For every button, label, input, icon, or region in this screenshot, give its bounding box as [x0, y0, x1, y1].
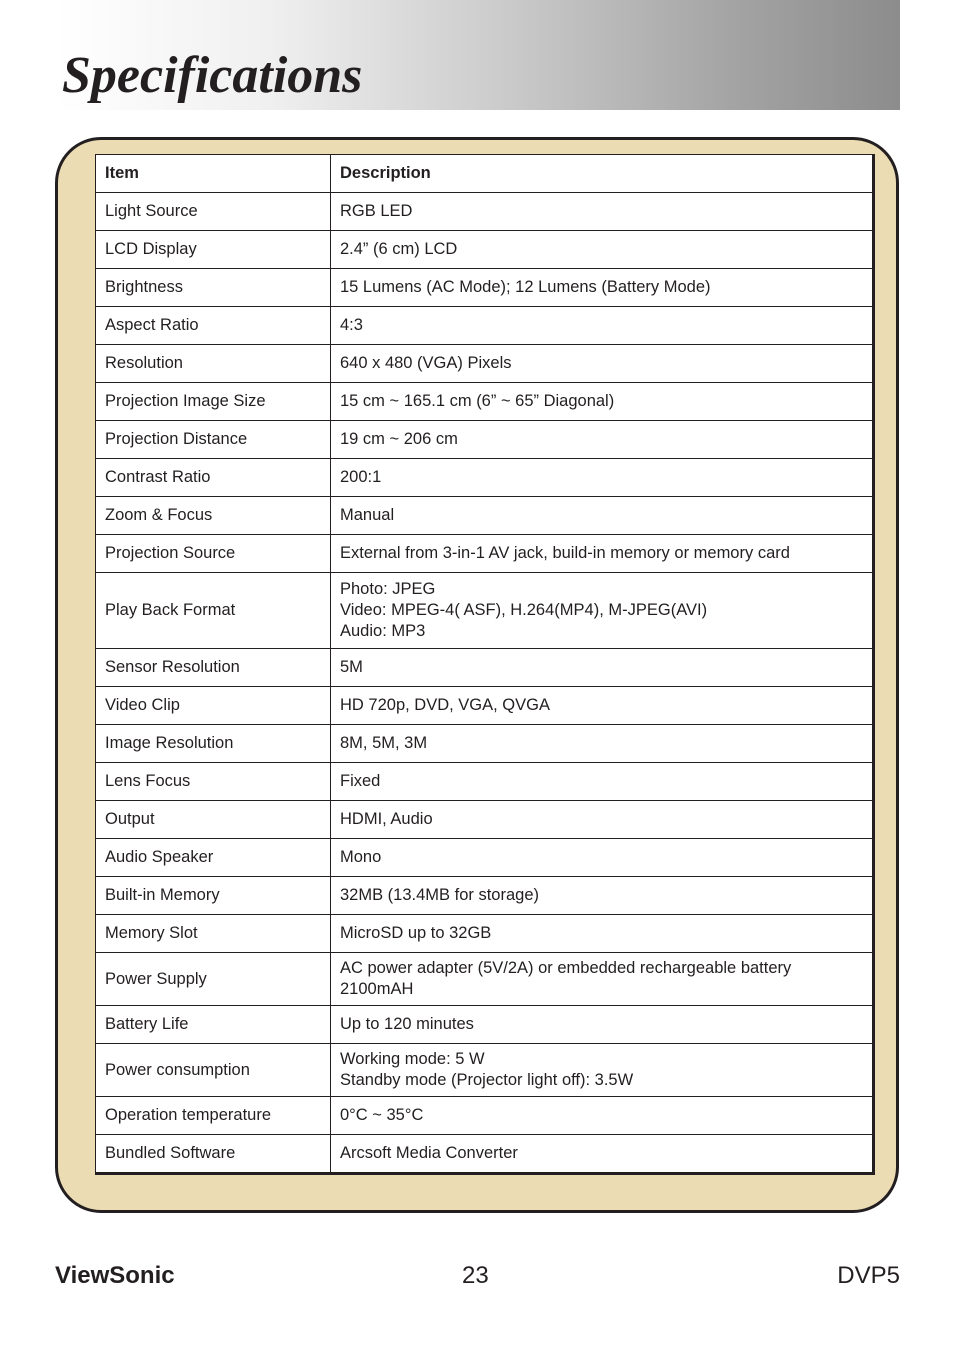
spec-item: Zoom & Focus: [96, 497, 331, 535]
table-row: [96, 953, 874, 1006]
spec-item: Light Source: [96, 193, 331, 231]
spec-description-line: 2100mAH: [340, 980, 414, 998]
table-row: [96, 801, 874, 839]
table-row: [96, 1097, 874, 1135]
spec-description: [331, 1135, 874, 1174]
spec-item: Audio Speaker: [96, 839, 331, 877]
spec-item: Output: [96, 801, 331, 839]
spec-description: [331, 687, 874, 725]
spec-item: Power consumption: [96, 1044, 331, 1097]
spec-description-line: 200:1: [340, 468, 382, 486]
spec-item: Play Back Format: [96, 573, 331, 649]
spec-description-line: RGB LED: [340, 202, 413, 220]
spec-description-line: 4:3: [340, 316, 363, 334]
spec-item: Bundled Software: [96, 1135, 331, 1174]
spec-description-line: AC power adapter (5V/2A) or embedded rechargeable battery: [340, 959, 792, 977]
spec-description: [331, 459, 874, 497]
table-row: [96, 877, 874, 915]
spec-description-line: 32MB (13.4MB for storage): [340, 886, 539, 904]
spec-description-line: Fixed: [340, 772, 381, 790]
spec-description: [331, 953, 874, 1006]
spec-description-line: Audio: MP3: [340, 622, 426, 640]
spec-description-line: 8M, 5M, 3M: [340, 734, 428, 752]
spec-item: Operation temperature: [96, 1097, 331, 1135]
spec-description: [331, 763, 874, 801]
spec-item: Image Resolution: [96, 725, 331, 763]
spec-item: LCD Display: [96, 231, 331, 269]
spec-item: Projection Image Size: [96, 383, 331, 421]
footer-brand: ViewSonic: [55, 1262, 175, 1289]
spec-description: [331, 1044, 874, 1097]
table-row: [96, 1044, 874, 1097]
spec-description: [331, 307, 874, 345]
spec-description-line: HDMI, Audio: [340, 810, 433, 828]
spec-description-line: 2.4” (6 cm) LCD: [340, 240, 458, 258]
spec-description: [331, 1006, 874, 1044]
spec-description: [331, 345, 874, 383]
spec-description-line: 640 x 480 (VGA) Pixels: [340, 354, 512, 372]
spec-description: [331, 877, 874, 915]
table-row: [96, 497, 874, 535]
table-row: [96, 193, 874, 231]
spec-item: Battery Life: [96, 1006, 331, 1044]
spec-description-line: Up to 120 minutes: [340, 1015, 474, 1033]
spec-description: [331, 649, 874, 687]
spec-item: Built-in Memory: [96, 877, 331, 915]
spec-description-line: 19 cm ~ 206 cm: [340, 430, 458, 448]
spec-item: Contrast Ratio: [96, 459, 331, 497]
spec-description: [331, 193, 874, 231]
spec-description-line: 15 cm ~ 165.1 cm (6” ~ 65” Diagonal): [340, 392, 615, 410]
spec-description-line: 15 Lumens (AC Mode); 12 Lumens (Battery Mode): [340, 278, 711, 296]
spec-description: [331, 535, 874, 573]
table-row: [96, 231, 874, 269]
table-row: [96, 535, 874, 573]
spec-table: [95, 154, 875, 1175]
table-row: [96, 269, 874, 307]
spec-description-line: Mono: [340, 848, 382, 866]
table-row: [96, 649, 874, 687]
spec-item: Resolution: [96, 345, 331, 383]
spec-item: Memory Slot: [96, 915, 331, 953]
table-row: [96, 1135, 874, 1174]
page-title: Specifications: [62, 47, 363, 104]
table-row: [96, 573, 874, 649]
spec-description-line: Standby mode (Projector light off): 3.5W: [340, 1071, 634, 1089]
header-description: Description: [331, 155, 874, 193]
spec-description-line: Photo: JPEG: [340, 580, 436, 598]
table-row: [96, 307, 874, 345]
spec-description-line: HD 720p, DVD, VGA, QVGA: [340, 696, 550, 714]
spec-description-line: Working mode: 5 W: [340, 1050, 485, 1068]
spec-description: [331, 383, 874, 421]
spec-item: Sensor Resolution: [96, 649, 331, 687]
table-row: [96, 459, 874, 497]
footer-page-number: 23: [462, 1262, 489, 1289]
spec-description: [331, 497, 874, 535]
spec-description-line: 5M: [340, 658, 363, 676]
spec-item: Brightness: [96, 269, 331, 307]
spec-description: [331, 231, 874, 269]
table-row: [96, 915, 874, 953]
spec-description: [331, 573, 874, 649]
spec-description-line: Manual: [340, 506, 395, 524]
table-row: [96, 345, 874, 383]
spec-item: Aspect Ratio: [96, 307, 331, 345]
table-row: [96, 725, 874, 763]
spec-description: [331, 839, 874, 877]
spec-description: [331, 725, 874, 763]
spec-description-line: Video: MPEG-4( ASF), H.264(MP4), M-JPEG(AVI): [340, 601, 708, 619]
table-row: [96, 1006, 874, 1044]
table-row: [96, 421, 874, 459]
spec-description-line: Arcsoft Media Converter: [340, 1144, 518, 1162]
table-row: [96, 383, 874, 421]
table-row: [96, 763, 874, 801]
spec-item: Power Supply: [96, 953, 331, 1006]
table-row: [96, 687, 874, 725]
spec-description: [331, 1097, 874, 1135]
spec-item: Video Clip: [96, 687, 331, 725]
spec-item: Projection Source: [96, 535, 331, 573]
spec-item: Lens Focus: [96, 763, 331, 801]
footer-model: DVP5: [837, 1262, 900, 1289]
spec-description-line: 0°C ~ 35°C: [340, 1106, 424, 1124]
spec-description-line: MicroSD up to 32GB: [340, 924, 492, 942]
spec-description: [331, 269, 874, 307]
table-body: [96, 193, 874, 1174]
spec-item: Projection Distance: [96, 421, 331, 459]
spec-description: [331, 915, 874, 953]
table-row: [96, 839, 874, 877]
spec-description: [331, 421, 874, 459]
spec-description: [331, 801, 874, 839]
header-item: Item: [96, 155, 331, 193]
spec-description-line: External from 3-in-1 AV jack, build-in memory or memory card: [340, 544, 790, 562]
table-header-row: [96, 155, 874, 193]
